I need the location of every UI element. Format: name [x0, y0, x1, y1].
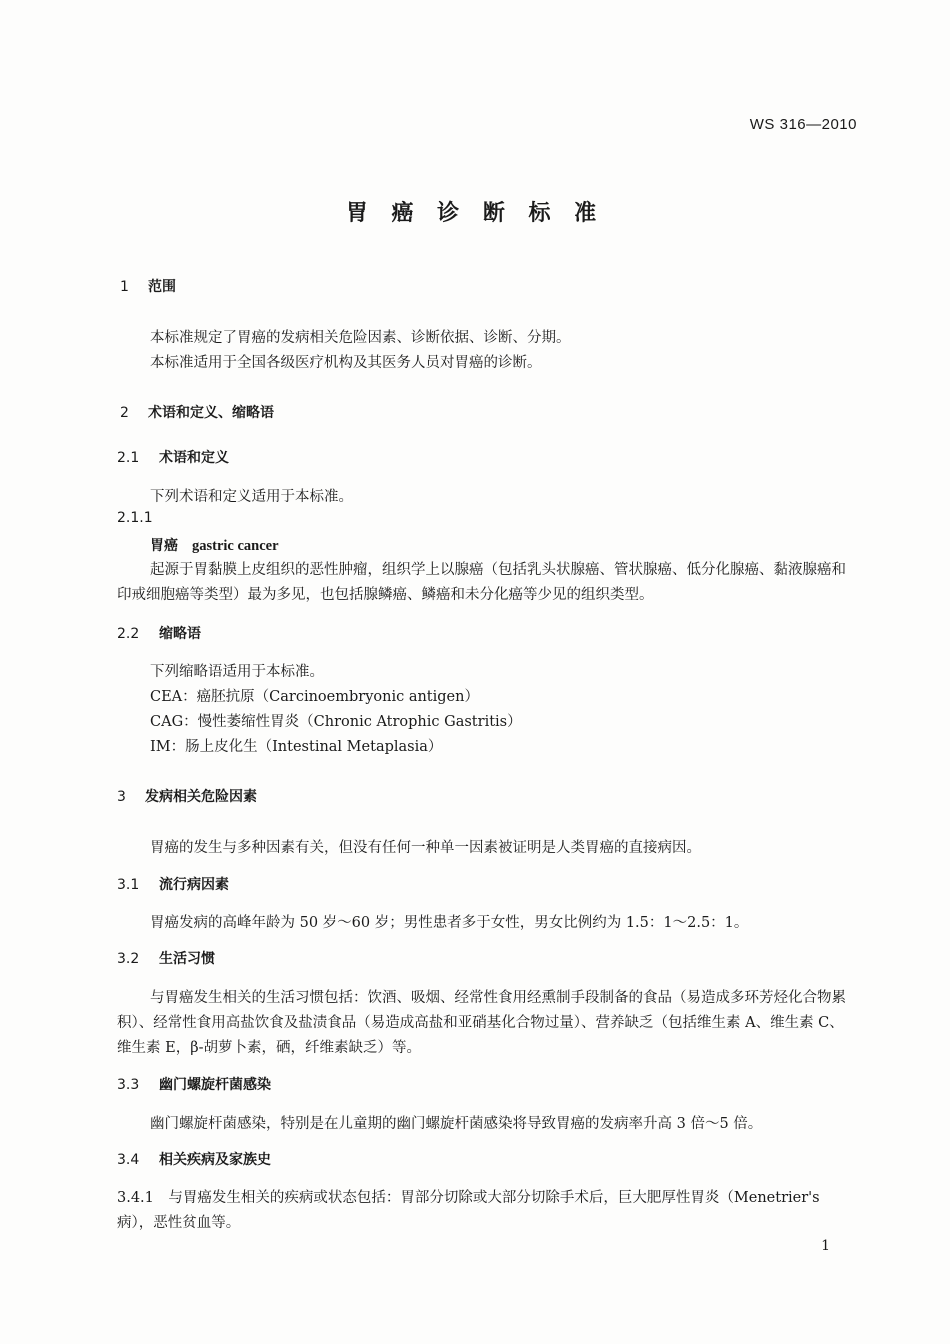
paragraph: 胃癌发病的高峰年龄为 50 岁～60 岁；男性患者多于女性，男女比例约为 1.5：1～2.5：1。 [150, 915, 749, 931]
section-1-heading [120, 276, 176, 296]
abbreviation-item: CEA：癌胚抗原（Carcinoembryonic antigen） [150, 689, 479, 705]
section-title: 范围 [148, 279, 176, 295]
section-title: 相关疾病及家族史 [159, 1152, 271, 1168]
section-title: 发病相关危险因素 [145, 789, 257, 805]
page-title: 胃 癌 诊 断 标 准 [345, 201, 605, 226]
section-title: 流行病因素 [159, 877, 229, 893]
abbreviation-item: CAG：慢性萎缩性胃炎（Chronic Atrophic Gastritis） [150, 714, 522, 730]
section-2-2-heading [117, 623, 201, 643]
section-3-3-heading [117, 1074, 271, 1094]
section-2-1-1-heading [117, 510, 153, 526]
term-definition: 起源于胃黏膜上皮组织的恶性肿瘤，组织学上以腺癌（包括乳头状腺癌、管状腺癌、低分化腺癌、黏液腺癌和印戒细胞癌等类型）最为多见，也包括腺鳞癌、鳞癌和未分化癌等少见的组织类型。 [117, 562, 846, 603]
section-title: 生活习惯 [159, 951, 215, 967]
paragraph: 胃癌的发生与多种因素有关，但没有任何一种单一因素被证明是人类胃癌的直接病因。 [150, 840, 701, 856]
paragraph: 下列缩略语适用于本标准。 [150, 664, 324, 680]
section-3-heading [117, 786, 257, 806]
section-number: 3.1 [117, 877, 140, 893]
abbreviation-item: IM：肠上皮化生（Intestinal Metaplasia） [150, 739, 443, 755]
section-number: 3.4 [117, 1152, 140, 1168]
section-2-1-heading [117, 447, 229, 467]
section-3-2-heading [117, 948, 215, 968]
section-3-1-heading [117, 874, 229, 894]
paragraph: 本标准适用于全国各级医疗机构及其医务人员对胃癌的诊断。 [150, 355, 542, 371]
section-title: 术语和定义 [159, 450, 229, 466]
section-number: 2.1 [117, 450, 140, 466]
section-2-heading [120, 402, 274, 422]
section-number: 1 [120, 279, 129, 295]
section-title: 术语和定义、缩略语 [148, 405, 274, 421]
term-chinese: 胃癌 [150, 538, 178, 554]
section-number: 2 [120, 405, 129, 421]
page-number: 1 [821, 1238, 830, 1254]
paragraph: 幽门螺旋杆菌感染，特别是在儿童期的幽门螺旋杆菌感染将导致胃癌的发病率升高 3 倍～5 倍。 [150, 1116, 763, 1132]
section-title: 幽门螺旋杆菌感染 [159, 1077, 271, 1093]
section-number: 2.1.1 [117, 510, 153, 526]
standard-number: WS 316—2010 [749, 116, 857, 133]
section-title: 缩略语 [159, 626, 201, 642]
paragraph: 与胃癌发生相关的生活习惯包括：饮酒、吸烟、经常性食用经熏制手段制备的食品（易造成多环芳烃化合物累积）、经常性食用高盐饮食及盐渍食品（易造成高盐和亚硝基化合物过量）、营养缺乏（包括维生素 A、维生素 C、维生素 E，β-胡萝卜素，硒，纤维素缺乏）等。 [117, 990, 846, 1056]
term-entry [150, 535, 279, 555]
term-english: gastric cancer [192, 538, 279, 554]
section-number: 3.2 [117, 951, 140, 967]
section-number: 2.2 [117, 626, 140, 642]
section-number: 3 [117, 789, 126, 805]
section-3-4-heading [117, 1149, 271, 1169]
section-number: 3.3 [117, 1077, 140, 1093]
paragraph: 下列术语和定义适用于本标准。 [150, 489, 353, 505]
paragraph: 本标准规定了胃癌的发病相关危险因素、诊断依据、诊断、分期。 [150, 330, 571, 346]
paragraph: 3.4.1 与胃癌发生相关的疾病或状态包括：胃部分切除或大部分切除手术后，巨大肥厚性胃炎（Menetrier's 病），恶性贫血等。 [117, 1190, 820, 1231]
